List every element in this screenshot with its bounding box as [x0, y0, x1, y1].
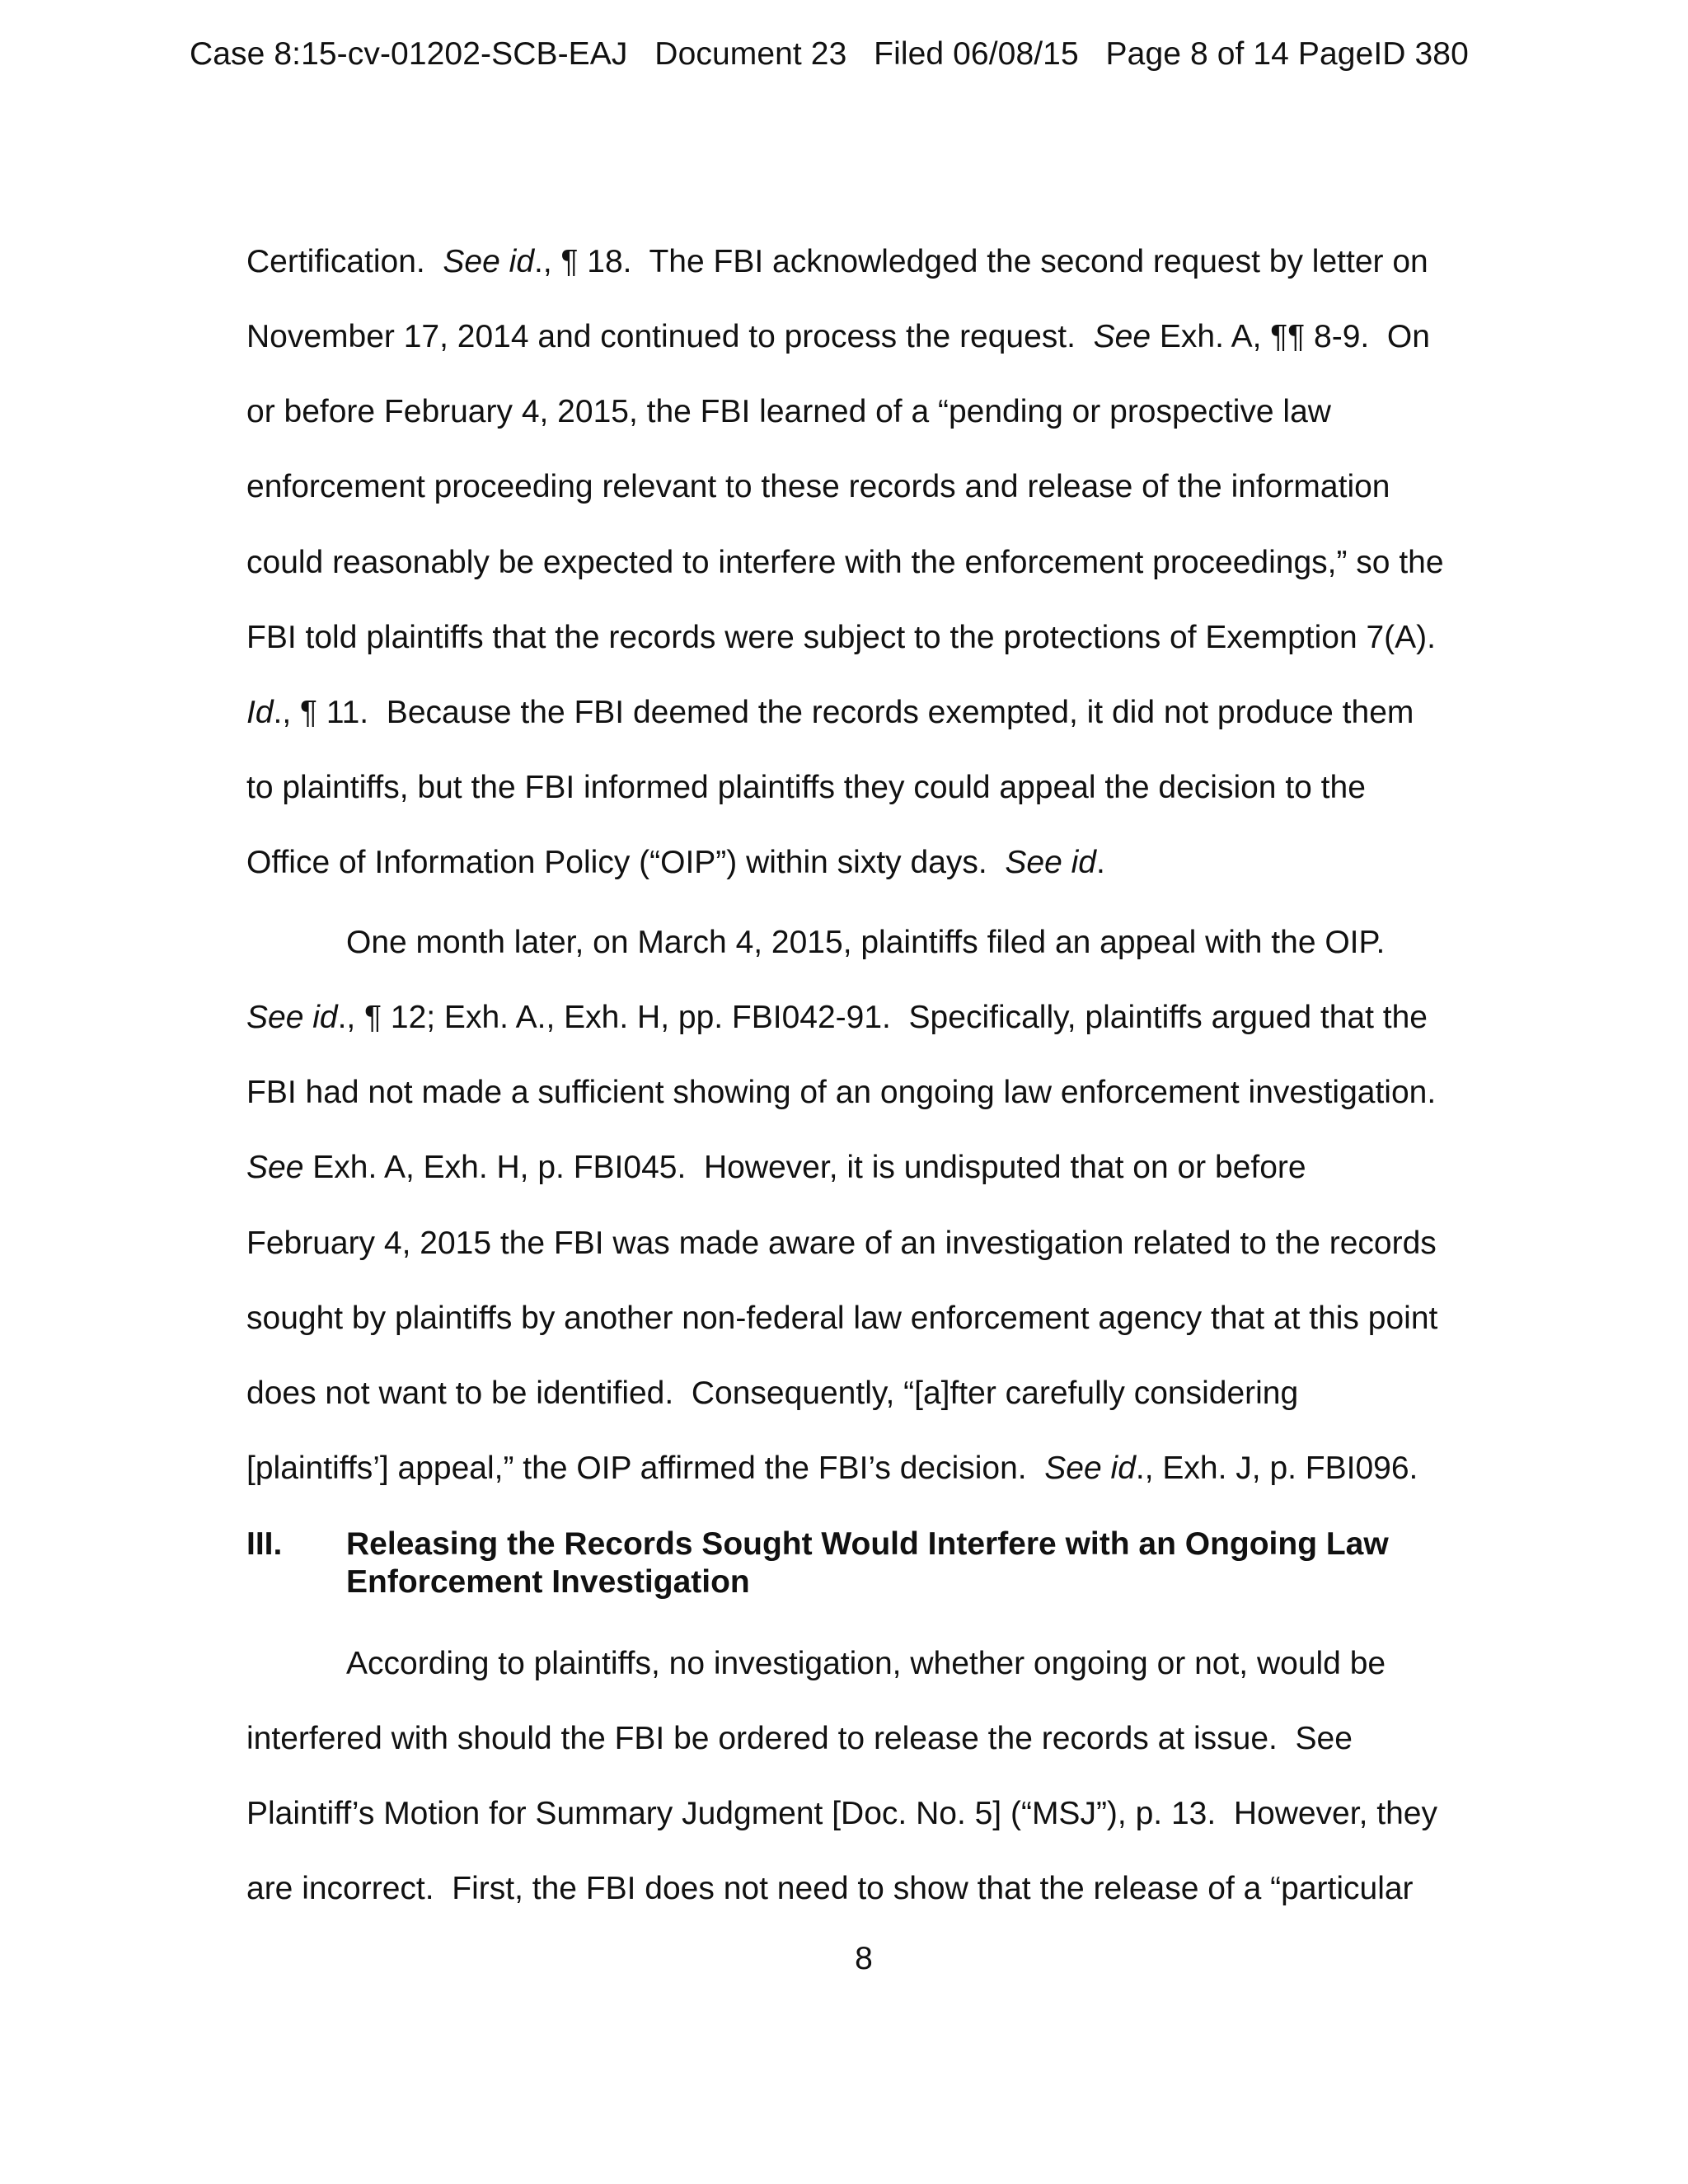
text-line: to plaintiffs, but the FBI informed plaintiffs they could appeal the decision to the	[246, 770, 1366, 805]
section-title-line-2: Enforcement Investigation	[346, 1564, 750, 1600]
text-line: interfered with should the FBI be ordered to release the records at issue. See	[246, 1721, 1353, 1756]
text-line: February 4, 2015 the FBI was made aware of an investigation related to the records	[246, 1226, 1437, 1261]
text-line: Certification. See id., ¶ 18. The FBI acknowledged the second request by letter on	[246, 244, 1428, 279]
text-line: or before February 4, 2015, the FBI learned of a “pending or prospective law	[246, 394, 1331, 429]
text-line: According to plaintiffs, no investigation, whether ongoing or not, would be	[346, 1646, 1386, 1681]
text-line: FBI told plaintiffs that the records were subject to the protections of Exemption 7(A).	[246, 620, 1436, 655]
text-line: are incorrect. First, the FBI does not need to show that the release of a “particular	[246, 1871, 1414, 1906]
text-line: does not want to be identified. Consequently, “[a]fter carefully considering	[246, 1376, 1299, 1411]
section-number: III.	[246, 1526, 283, 1562]
text-line: See id., ¶ 12; Exh. A., Exh. H, pp. FBI042-91. Specifically, plaintiffs argued that the	[246, 1000, 1428, 1035]
section-title-line-1: Releasing the Records Sought Would Interfere with an Ongoing Law	[346, 1526, 1389, 1562]
text-line: See Exh. A, Exh. H, p. FBI045. However, it is undisputed that on or before	[246, 1150, 1306, 1185]
text-line: One month later, on March 4, 2015, plaintiffs filed an appeal with the OIP.	[346, 925, 1386, 960]
case-header: Case 8:15-cv-01202-SCB-EAJ Document 23 Filed 06/08/15 Page 8 of 14 PageID 380	[190, 36, 1469, 72]
text-line: Id., ¶ 11. Because the FBI deemed the records exempted, it did not produce them	[246, 695, 1414, 730]
text-line: sought by plaintiffs by another non-federal law enforcement agency that at this point	[246, 1301, 1438, 1336]
page-number: 8	[855, 1941, 873, 1976]
text-line: FBI had not made a sufficient showing of an ongoing law enforcement investigation.	[246, 1075, 1437, 1110]
text-line: [plaintiffs’] appeal,” the OIP affirmed the FBI’s decision. See id., Exh. J, p. FBI096.	[246, 1451, 1418, 1486]
text-line: November 17, 2014 and continued to process the request. See Exh. A, ¶¶ 8-9. On	[246, 319, 1430, 354]
text-line: could reasonably be expected to interfere with the enforcement proceedings,” so the	[246, 545, 1444, 580]
text-line: enforcement proceeding relevant to these records and release of the information	[246, 469, 1390, 504]
text-line: Office of Information Policy (“OIP”) within sixty days. See id.	[246, 845, 1105, 880]
text-line: Plaintiff’s Motion for Summary Judgment [Doc. No. 5] (“MSJ”), p. 13. However, they	[246, 1796, 1437, 1831]
